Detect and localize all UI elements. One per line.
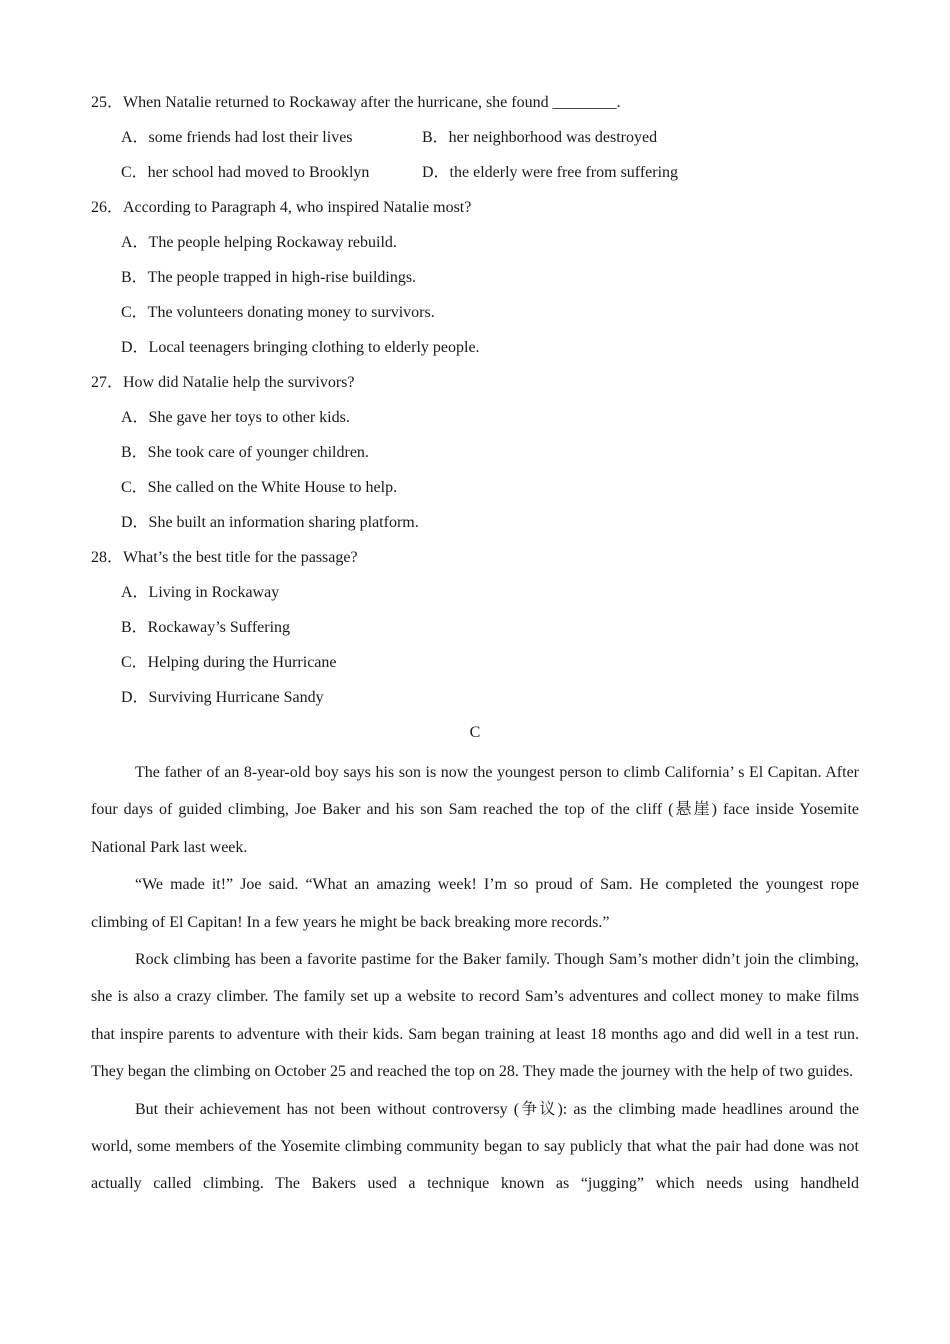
passage-paragraph: Rock climbing has been a favorite pastime for the Baker family. Though Sam’s mother didn’t join the climbing, she is also a crazy climber. The family set up a website to record Sam’s adventures and collect money to make films that inspire parents to adventure with their kids. Sam began training at least 18 months ago and did well in a test run. They began the climbing on October 25 and reached the top on 28. They made the journey with the help of two guides. xyxy=(91,951,859,1081)
option-c: C．Helping during the Hurricane xyxy=(121,654,337,671)
question-stem: 28．What’s the best title for the passage? xyxy=(91,549,358,566)
option-d: D．Surviving Hurricane Sandy xyxy=(121,689,324,706)
question-stem: 25．When Natalie returned to Rockaway after the hurricane, she found ________. xyxy=(91,94,621,111)
option-b: B．She took care of younger children. xyxy=(121,444,369,461)
option-row xyxy=(91,162,859,197)
option-a: A．some friends had lost their lives xyxy=(121,129,353,146)
question-27 xyxy=(91,372,859,547)
section-heading: C xyxy=(469,724,481,741)
option-c: C．her school had moved to Brooklyn xyxy=(121,164,370,181)
option-b: B．The people trapped in high-rise buildings. xyxy=(121,269,417,286)
option-d: D．She built an information sharing platform. xyxy=(121,514,419,531)
option-d: D．Local teenagers bringing clothing to elderly people. xyxy=(121,339,480,356)
option-row xyxy=(91,127,859,162)
passage-paragraph: “We made it!” Joe said. “What an amazing week! I’m so proud of Sam. He completed the youngest rope climbing of El Capitan! In a few years he might be back breaking more records.” xyxy=(91,876,859,931)
option-d: D．the elderly were free from suffering xyxy=(422,164,679,181)
option-a: A．The people helping Rockaway rebuild. xyxy=(121,234,397,251)
question-26 xyxy=(91,197,859,372)
passage xyxy=(91,754,859,1203)
question-stem: 27．How did Natalie help the survivors? xyxy=(91,374,355,391)
question-stem: 26．According to Paragraph 4, who inspired Natalie most? xyxy=(91,199,472,216)
passage-paragraph: The father of an 8-year-old boy says his son is now the youngest person to climb California’ s El Capitan. After four days of guided climbing, Joe Baker and his son Sam reached the top of the cliff (悬崖) face inside Yosemite National Park last week. xyxy=(91,764,859,856)
option-a: A．She gave her toys to other kids. xyxy=(121,409,350,426)
option-a: A．Living in Rockaway xyxy=(121,584,280,601)
question-25 xyxy=(91,92,859,197)
question-28 xyxy=(91,547,859,722)
option-b: B．her neighborhood was destroyed xyxy=(422,129,658,146)
option-b: B．Rockaway’s Suffering xyxy=(121,619,291,636)
exam-page xyxy=(91,92,859,1203)
passage-paragraph: But their achievement has not been without controversy (争议): as the climbing made headlines around the world, some members of the Yosemite climbing community began to say publicly that what the pair had done was not actually called climbing. The Bakers used a technique known as “jugging” which needs using handheld xyxy=(91,1100,859,1193)
option-c: C．She called on the White House to help. xyxy=(121,479,398,496)
option-c: C．The volunteers donating money to survivors. xyxy=(121,304,435,321)
